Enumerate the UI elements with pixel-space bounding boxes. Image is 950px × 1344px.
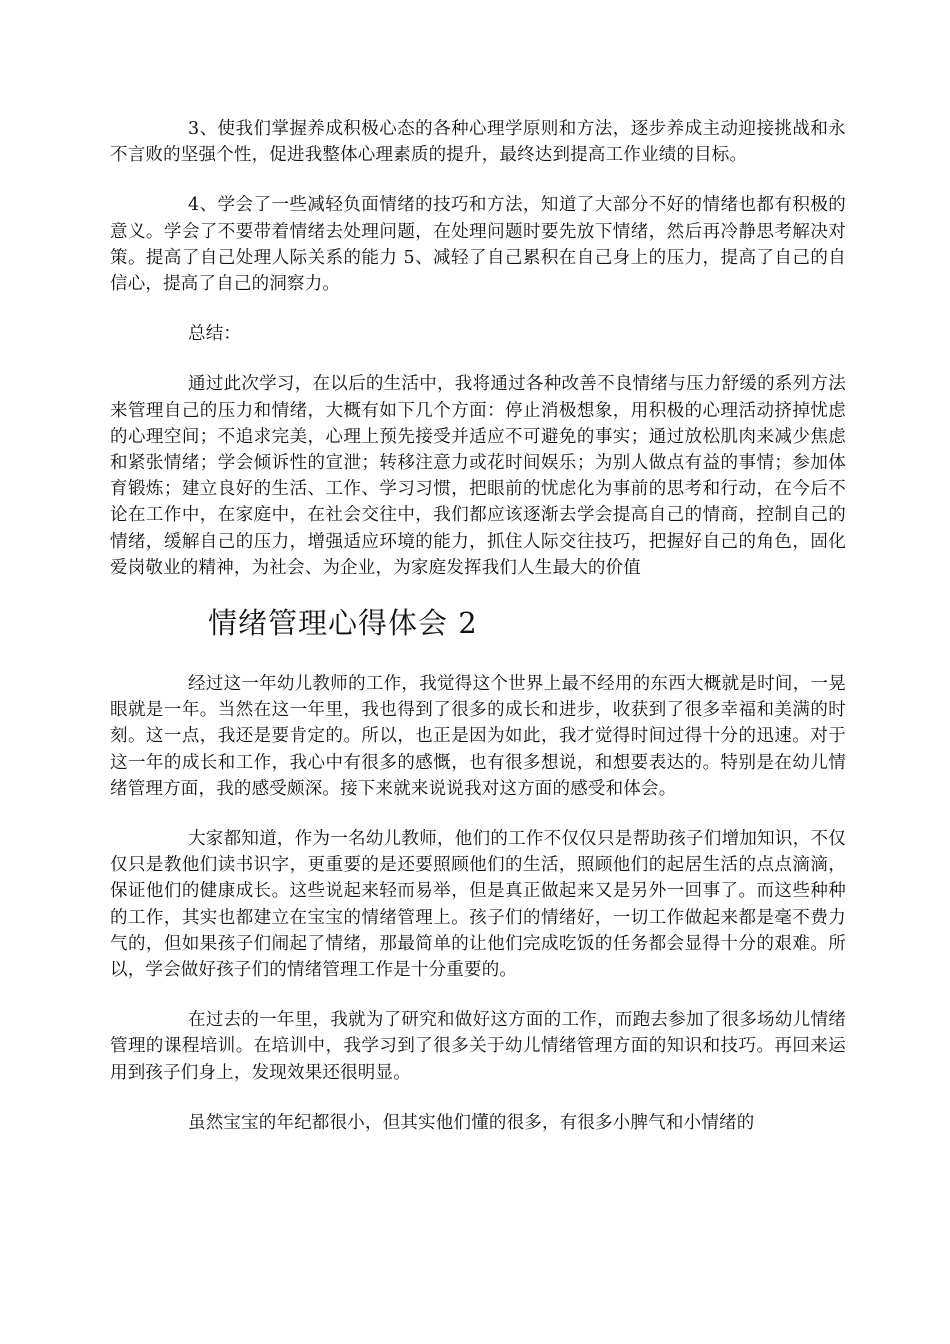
paragraph-training: 在过去的一年里，我就为了研究和做好这方面的工作，而跑去参加了很多场幼儿情绪管理的课程培训。在培训中，我学习到了很多关于幼儿情绪管理方面的知识和技巧。再回来运用到孩子们身上，发现效果还很明显。 — [110, 1010, 846, 1083]
paragraph-teacher-work: 大家都知道，作为一名幼儿教师，他们的工作不仅仅只是帮助孩子们增加知识，不仅仅只是教他们读书识字，更重要的是还要照顾他们的生活，照顾他们的起居生活的点点滴滴，保证他们的健康成长。这些说起来轻而易举，但是真正做起来又是另外一回事了。而这些种种的工作，其实也都建立在宝宝的情绪管理上。孩子们的情绪好，一切工作做起来都是毫不费力气的，但如果孩子们闹起了情绪，那最简单的让他们完成吃饭的任务都会显得十分的艰难。所以，学会做好孩子们的情绪管理工作是十分重要的。 — [110, 829, 846, 981]
paragraph-intro: 经过这一年幼儿教师的工作，我觉得这个世界上最不经用的东西大概就是时间，一晃眼就是一年。当然在这一年里，我也得到了很多的成长和进步，收获到了很多幸福和美满的时刻。这一点，我还是要肯定的。所以，也正是因为如此，我才觉得时间过得十分的迅速。对于这一年的成长和工作，我心中有很多的感慨，也有很多想说，和想要表达的。特别是在幼儿情绪管理方面，我的感受颇深。接下来就来说说我对这方面的感受和体会。 — [110, 674, 846, 799]
paragraph-point-3: 3、使我们掌握养成积极心态的各种心理学原则和方法，逐步养成主动迎接挑战和永不言败的坚强个性，促进我整体心理素质的提升，最终达到提高工作业绩的目标。 — [110, 119, 846, 166]
paragraph-summary: 通过此次学习，在以后的生活中，我将通过各种改善不良情绪与压力舒缓的系列方法来管理自己的压力和情绪，大概有如下几个方面：停止消极想象，用积极的心理活动挤掉忧虑的心理空间；不追求完美，心理上预先接受并适应不可避免的事实；通过放松肌肉来减少焦虑和紧张情绪；学会倾诉性的宣泄；转移注意力或花时间娱乐；为别人做点有益的事情；参加体育锻炼；建立良好的生活、工作、学习习惯，把眼前的忧虑化为事前的思考和行动，在今后不论在工作中，在家庭中，在社会交往中，我们都应该逐渐去学会提高自己的情商，控制自己的情绪，缓解自己的压力，增强适应环境的能力，抓住人际交往技巧，把握好自己的角色，固化爱岗敬业的精神，为社会、为企业，为家庭发挥我们人生最大的价值 — [110, 374, 846, 578]
document-page — [110, 116, 846, 1160]
section-heading: 情绪管理心得体会 2 — [208, 606, 478, 641]
paragraph-children: 虽然宝宝的年纪都很小，但其实他们懂的很多，有很多小脾气和小情绪的 — [188, 1112, 755, 1133]
summary-label: 总结： — [188, 324, 242, 345]
paragraph-point-4: 4、学会了一些减轻负面情绪的技巧和方法，知道了大部分不好的情绪也都有积极的意义。学会了不要带着情绪去处理问题，在处理问题时要先放下情绪，然后再冷静思考解决对策。提高了自己处理人际关系的能力 5、减轻了自己累积在自己身上的压力，提高了自己的自信心，提高了自己的洞察力。 — [110, 195, 846, 295]
